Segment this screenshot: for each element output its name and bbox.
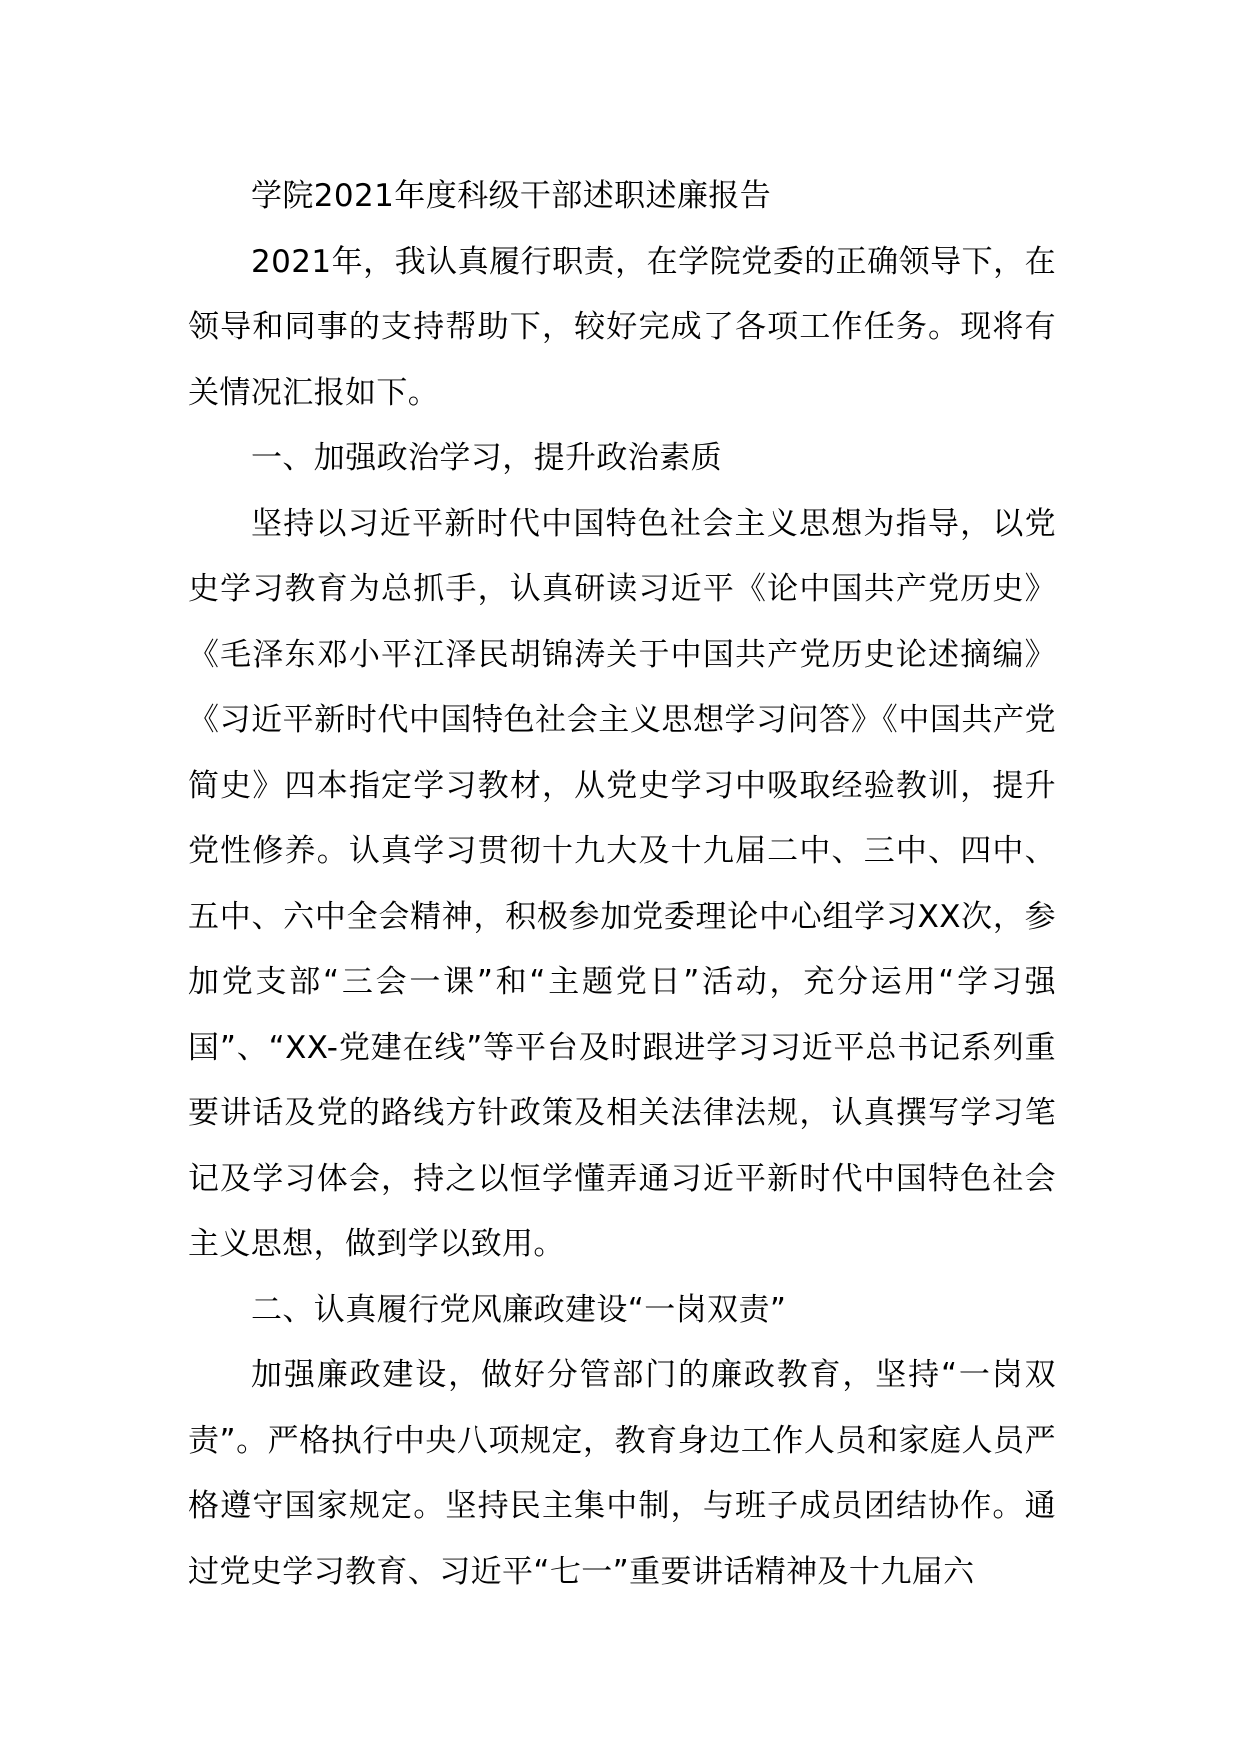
document-title: 学院2021年度科级干部述职述廉报告: [251, 178, 772, 214]
section-2-paragraph: 加强廉政建设，做好分管部门的廉政教育，坚持“一岗双责”。严格执行中央八项规定，教育身边工作人员和家庭人员严格遵守国家规定。坚持民主集中制，与班子成员团结协作。通过党史学习教育、习近平“七一”重要讲话精神及十九届六: [188, 1357, 1056, 1590]
section-1-paragraph: 坚持以习近平新时代中国特色社会主义思想为指导，以党史学习教育为总抓手，认真研读习近平《论中国共产党历史》《毛泽东邓小平江泽民胡锦涛关于中国共产党历史论述摘编》《习近平新时代中国特色社会主义思想学习问答》《中国共产党简史》四本指定学习教材，从党史学习中吸取经验教训，提升党性修养。认真学习贯彻十九大及十九届二中、三中、四中、五中、六中全会精神，积极参加党委理论中心组学习XX次，参加党支部“三会一课”和“主题党日”活动，充分运用“学习强国”、“XX-党建在线”等平台及时跟进学习习近平总书记系列重要讲话及党的路线方针政策及相关法律法规，认真撰写学习笔记及学习体会，持之以恒学懂弄通习近平新时代中国特色社会主义思想，做到学以致用。: [188, 505, 1056, 1262]
intro-paragraph: 2021年，我认真履行职责，在学院党委的正确领导下，在领导和同事的支持帮助下，较好完成了各项工作任务。现将有关情况汇报如下。: [188, 243, 1056, 411]
document-page: [188, 164, 1056, 1605]
section-heading-1: 一、加强政治学习，提升政治素质: [251, 440, 722, 476]
section-heading-2: 二、认真履行党风廉政建设“一岗双责”: [251, 1291, 787, 1328]
